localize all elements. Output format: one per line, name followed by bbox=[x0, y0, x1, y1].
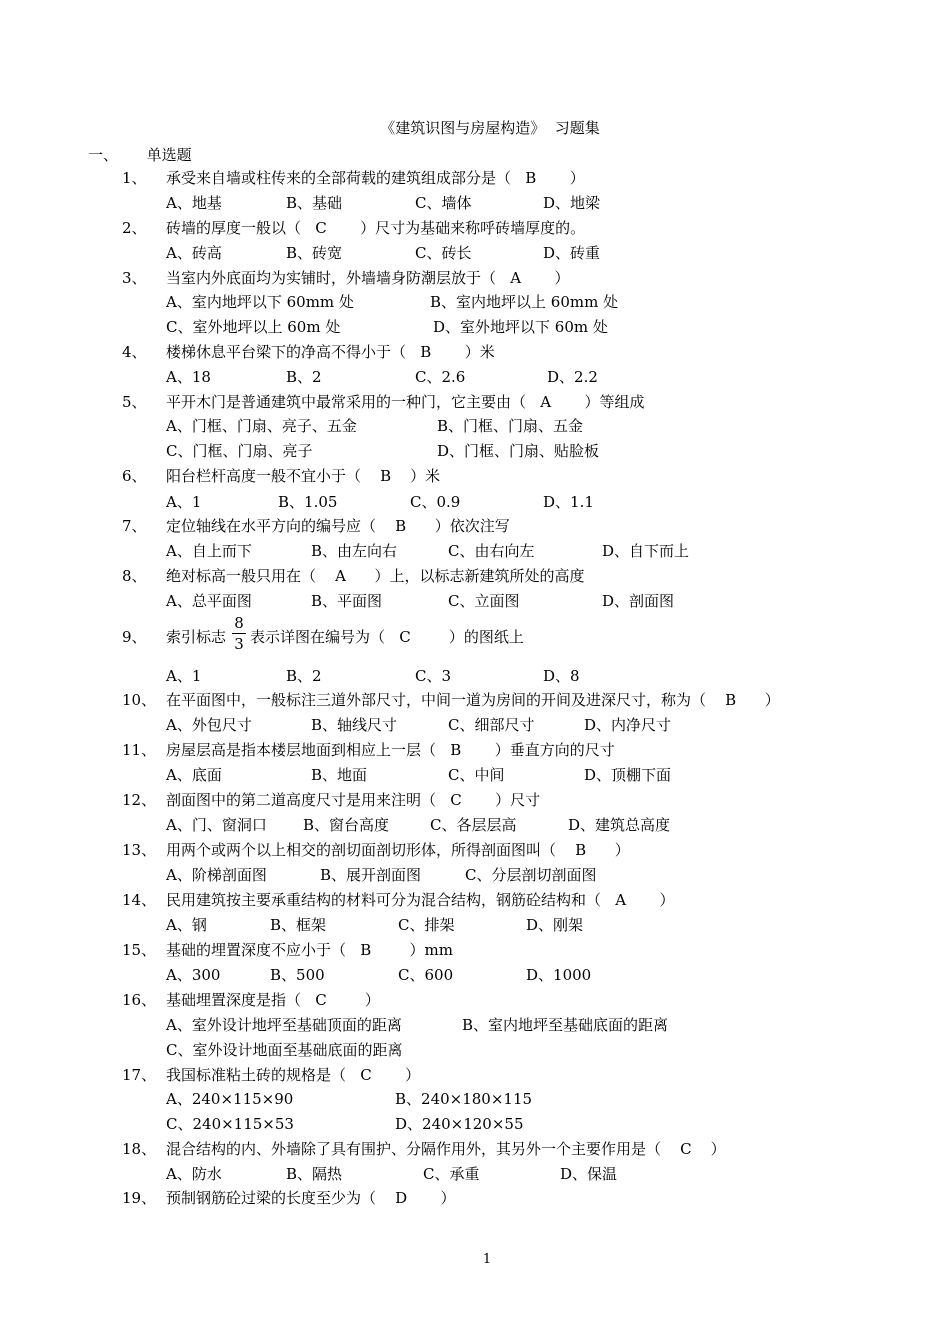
question-text: 预制钢筋砼过梁的长度至少为（ D ） bbox=[166, 1189, 456, 1207]
answer-option: A、1 bbox=[166, 493, 202, 511]
answer-option: D、刚架 bbox=[526, 916, 584, 934]
answer-option: A、钢 bbox=[166, 916, 207, 934]
question-text: 绝对标高一般只用在（ A ）上，以标志新建筑所处的高度 bbox=[166, 567, 585, 585]
question-text: 我国标准粘土砖的规格是（ C ） bbox=[166, 1066, 421, 1084]
answer-option: A、240×115×90 bbox=[166, 1090, 294, 1108]
answer-option: A、门、窗洞口 bbox=[166, 816, 267, 834]
question-text: 阳台栏杆高度一般不宜小于（ B ）米 bbox=[166, 467, 441, 485]
answer-option: C、分层剖切剖面图 bbox=[465, 866, 597, 884]
answer-option: A、1 bbox=[166, 667, 202, 685]
answer-option: D、8 bbox=[543, 667, 580, 685]
answer-option: A、总平面图 bbox=[166, 592, 252, 610]
question-text: 当室内外底面均为实铺时，外墙墙身防潮层放于（ A ） bbox=[166, 269, 570, 287]
answer-option: D、门框、门扇、贴脸板 bbox=[437, 442, 600, 460]
question-text: 砖墙的厚度一般以（ C ）尺寸为基础来称呼砖墙厚度的。 bbox=[166, 219, 586, 237]
question-text: 定位轴线在水平方向的编号应（ B ）依次注写 bbox=[166, 517, 510, 535]
question-text: 剖面图中的第二道高度尺寸是用来注明（ C ）尺寸 bbox=[166, 791, 541, 809]
question-text: 房屋层高是指本楼层地面到相应上一层（ B ）垂直方向的尺寸 bbox=[166, 741, 615, 759]
answer-option: D、240×120×55 bbox=[395, 1115, 524, 1133]
question-number: 3、 bbox=[122, 269, 147, 287]
fraction-bar bbox=[232, 633, 246, 634]
question-text: 混合结构的内、外墙除了具有围护、分隔作用外，其另外一个主要作用是（ C ） bbox=[166, 1140, 726, 1158]
question-number: 18、 bbox=[122, 1140, 157, 1158]
answer-option: D、地梁 bbox=[543, 194, 601, 212]
answer-option: D、砖重 bbox=[543, 244, 601, 262]
answer-option: B、基础 bbox=[286, 194, 343, 212]
section-heading: 一、 单选题 bbox=[88, 146, 192, 164]
answer-option: D、建筑总高度 bbox=[568, 816, 671, 834]
answer-option: B、窗台高度 bbox=[303, 816, 390, 834]
answer-option: A、防水 bbox=[166, 1165, 222, 1183]
question-text: 索引标志 bbox=[166, 628, 227, 646]
question-number: 15、 bbox=[122, 941, 157, 959]
answer-option: D、2.2 bbox=[547, 368, 598, 386]
answer-option: B、500 bbox=[270, 966, 325, 984]
question-number: 16、 bbox=[122, 991, 157, 1009]
question-text: 用两个或两个以上相交的剖切面剖切形体，所得剖面图叫（ B ） bbox=[166, 841, 630, 859]
answer-option: D、剖面图 bbox=[602, 592, 675, 610]
question-number: 14、 bbox=[122, 891, 157, 909]
answer-option: C、砖长 bbox=[415, 244, 472, 262]
fraction-numerator: 8 bbox=[234, 614, 244, 632]
answer-option: C、2.6 bbox=[415, 368, 466, 386]
question-number: 2、 bbox=[122, 219, 147, 237]
answer-option: D、室外地坪以下 60m 处 bbox=[433, 318, 608, 336]
question-text: 在平面图中，一般标注三道外部尺寸，中间一道为房间的开间及进深尺寸，称为（ B ） bbox=[166, 691, 780, 709]
document-title: 《建筑识图与房屋构造》 习题集 bbox=[380, 119, 600, 137]
question-number: 8、 bbox=[122, 567, 147, 585]
answer-option: D、自下而上 bbox=[602, 542, 690, 560]
answer-option: C、门框、门扇、亮子 bbox=[166, 442, 313, 460]
question-text: 基础埋置深度是指（ C ） bbox=[166, 991, 380, 1009]
page-number: 1 bbox=[482, 1252, 492, 1267]
answer-option: B、隔热 bbox=[286, 1165, 343, 1183]
answer-option: B、门框、门扇、五金 bbox=[437, 417, 584, 435]
question-number: 5、 bbox=[122, 393, 147, 411]
answer-option: A、300 bbox=[166, 966, 221, 984]
answer-option: D、1000 bbox=[526, 966, 592, 984]
answer-option: C、240×115×53 bbox=[166, 1115, 294, 1133]
answer-option: A、自上而下 bbox=[166, 542, 252, 560]
answer-option: B、室内地坪以上 60mm 处 bbox=[430, 293, 619, 311]
index-mark-fraction bbox=[232, 614, 246, 653]
question-text: 楼梯休息平台梁下的净高不得小于（ B ）米 bbox=[166, 343, 495, 361]
answer-option: D、顶棚下面 bbox=[584, 766, 672, 784]
question-number: 7、 bbox=[122, 517, 147, 535]
question-text: 民用建筑按主要承重结构的材料可分为混合结构，钢筋砼结构和（ A ） bbox=[166, 891, 675, 909]
answer-option: A、阶梯剖面图 bbox=[166, 866, 267, 884]
answer-option: D、1.1 bbox=[543, 493, 594, 511]
question-text: 承受来自墙或柱传来的全部荷载的建筑组成部分是（ B ） bbox=[166, 169, 585, 187]
fraction-denominator: 3 bbox=[234, 635, 244, 653]
answer-option: B、2 bbox=[286, 368, 322, 386]
answer-option: B、砖宽 bbox=[286, 244, 343, 262]
answer-option: B、框架 bbox=[270, 916, 327, 934]
answer-option: B、室内地坪至基础底面的距离 bbox=[462, 1016, 669, 1034]
answer-option: A、地基 bbox=[166, 194, 222, 212]
answer-option: C、由右向左 bbox=[448, 542, 535, 560]
answer-option: B、240×180×115 bbox=[395, 1090, 533, 1108]
answer-option: B、地面 bbox=[311, 766, 368, 784]
question-text: 基础的埋置深度不应小于（ B ）mm bbox=[166, 941, 453, 959]
answer-option: C、细部尺寸 bbox=[448, 716, 535, 734]
answer-option: A、18 bbox=[166, 368, 211, 386]
question-number: 4、 bbox=[122, 343, 147, 361]
question-number: 10、 bbox=[122, 691, 157, 709]
question-number: 19、 bbox=[122, 1189, 157, 1207]
question-number: 6、 bbox=[122, 467, 147, 485]
answer-option: C、中间 bbox=[448, 766, 505, 784]
answer-option: A、外包尺寸 bbox=[166, 716, 252, 734]
question-text: 平开木门是普通建筑中最常采用的一种门，它主要由（ A ）等组成 bbox=[166, 393, 645, 411]
answer-option: A、砖高 bbox=[166, 244, 222, 262]
answer-option: A、室内地坪以下 60mm 处 bbox=[166, 293, 354, 311]
question-number: 1、 bbox=[122, 169, 147, 187]
answer-option: D、内净尺寸 bbox=[584, 716, 672, 734]
question-number: 12、 bbox=[122, 791, 157, 809]
answer-option: C、各层层高 bbox=[430, 816, 517, 834]
answer-option: C、600 bbox=[398, 966, 454, 984]
answer-option: C、室外地坪以上 60m 处 bbox=[166, 318, 341, 336]
answer-option: B、由左向右 bbox=[311, 542, 398, 560]
question-number: 13、 bbox=[122, 841, 157, 859]
question-number: 9、 bbox=[122, 628, 147, 646]
answer-option: A、底面 bbox=[166, 766, 222, 784]
answer-option: A、室外设计地坪至基础顶面的距离 bbox=[166, 1016, 402, 1034]
answer-option: C、0.9 bbox=[410, 493, 461, 511]
answer-option: C、墙体 bbox=[415, 194, 472, 212]
answer-option: B、1.05 bbox=[278, 493, 338, 511]
answer-option: C、承重 bbox=[423, 1165, 480, 1183]
answer-option: B、轴线尺寸 bbox=[311, 716, 398, 734]
question-number: 11、 bbox=[122, 741, 157, 759]
answer-option: B、展开剖面图 bbox=[320, 866, 422, 884]
answer-option: B、平面图 bbox=[311, 592, 383, 610]
question-number: 17、 bbox=[122, 1066, 157, 1084]
answer-option: C、立面图 bbox=[448, 592, 520, 610]
answer-option: B、2 bbox=[286, 667, 322, 685]
question-text-continued: 表示详图在编号为（ C ）的图纸上 bbox=[250, 628, 524, 646]
answer-option: C、3 bbox=[415, 667, 452, 685]
answer-option: C、室外设计地面至基础底面的距离 bbox=[166, 1041, 403, 1059]
answer-option: A、门框、门扇、亮子、五金 bbox=[166, 417, 357, 435]
answer-option: C、排架 bbox=[398, 916, 455, 934]
answer-option: D、保温 bbox=[560, 1165, 618, 1183]
